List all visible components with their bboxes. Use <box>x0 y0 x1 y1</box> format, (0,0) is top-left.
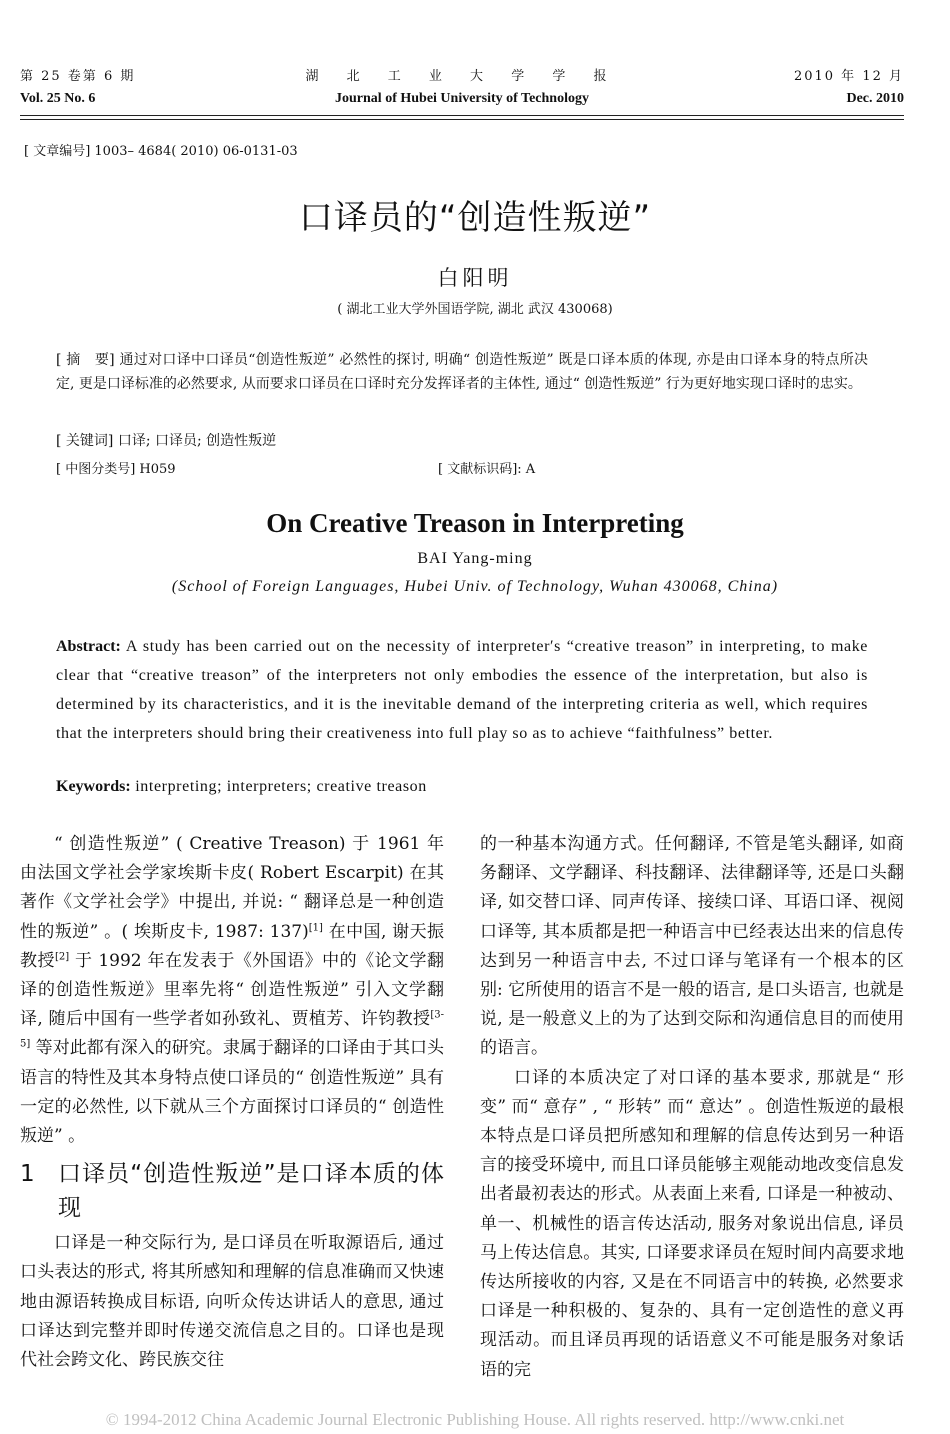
doc-code-label: [ 文献标识码]: <box>438 462 522 477</box>
article-number: [ 文章编号] 1003– 4684( 2010) 06-0131-03 <box>24 144 298 159</box>
keywords-cn-text: 口译; 口译员; 创造性叛逆 <box>117 433 277 449</box>
keywords-cn <box>56 430 276 450</box>
abstract-en-text: A study has been carried out on the necessity of interpreter′s “creative treason” in interpreting, to make clear that “creative treason” of the interpreters not only embodies the essence of the interpretation, but also is determined by its characteristics, and it is the inevitable demand of the interpreting criteria as well, which requires that the interpreters should bring their creativeness into full play so as to achieve “faithfulness” better. <box>56 638 868 742</box>
author-en: BAI Yang-ming <box>417 550 533 567</box>
title-en: On Creative Treason in Interpreting <box>266 508 684 538</box>
intro-text-d: 等对此都有深入的研究。隶属于翻译的口译由于其口头语言的特性及其本身特点使口译员的“ 创造性叛逆” 具有一定的必然性, 以下就从三个方面探讨口译员的“ 创造性叛逆” 。 <box>20 1038 444 1147</box>
section-title: 口译员“创造性叛逆”是口译本质的体现 <box>58 1161 444 1222</box>
keywords-cn-label: [ 关键词] <box>56 433 114 449</box>
intro-text-b: 在中国, 谢天振教授 <box>20 921 444 971</box>
affiliation-en: (School of Foreign Languages, Hubei Univ. of Technology, Wuhan 430068, China) <box>171 578 779 595</box>
section-heading <box>20 1157 444 1225</box>
date-en: Dec. 2010 <box>846 91 904 106</box>
abstract-cn-label: [ 摘 要] <box>56 352 115 368</box>
classification-label: [ 中图分类号] <box>56 462 136 477</box>
keywords-en-text: interpreting; interpreters; creative treason <box>135 778 427 795</box>
intro-text-c: 于 1992 年在发表于《外国语》中的《论文学翻译的创造性叛逆》里率先将“ 创造性叛逆” 引入文学翻译, 随后中国有一些学者如孙致礼、贾植芳、许钧教授 <box>20 950 445 1030</box>
issue-cn: 第 25 卷第 6 期 <box>20 69 136 84</box>
journal-info <box>270 66 654 110</box>
issue-info <box>20 66 135 110</box>
abstract-en-label: Abstract: <box>56 638 121 655</box>
abstract-cn <box>56 348 868 396</box>
header-rule-bottom <box>20 119 904 120</box>
section-paragraph: 口译是一种交际行为, 是口译员在听取源语后, 通过口头表达的形式, 将其所感知和理解的信息准确而又快速地由源语转换成目标语, 向听众传达讲话人的意思, 通过口译达到完整并即时传递交流信息之目的。口译也是现代社会跨文化、跨民族交往 <box>20 1233 444 1371</box>
intro-paragraph <box>20 830 444 1151</box>
abstract-cn-text: 通过对口译中口译员“创造性叛逆” 必然性的探讨, 明确“ 创造性叛逆” 既是口译本质的体现, 亦是由口译本身的特点所决定, 更是口译标准的必然要求, 从而要求口译员在口译时充分发挥译者的主体性, 通过“ 创造性叛逆” 行为更好地实现口译时的忠实。 <box>56 352 869 392</box>
continued-paragraph: 的一种基本沟通方式。任何翻译, 不管是笔头翻译, 如商务翻译、文学翻译、科技翻译、法律翻译等, 还是口头翻译, 如交替口译、同声传译、接续口译、耳语口译、视阅口译等, 其本质都是把一种语言中已经表达出来的信息传达到另一种语言中去, 不过口译与笔译有一个根本的区别: 它所使用的语言不是一般的语言, 是口头语言, 也就是说, 是一般意义上的为了达到交际和沟通信息目的而使用的语言。 <box>480 834 904 1059</box>
keywords-en <box>56 778 427 796</box>
header-rule-top <box>20 115 904 116</box>
body-column-right <box>480 830 904 1385</box>
issue-en: Vol. 25 No. 6 <box>20 91 96 106</box>
doc-code-value: A <box>525 462 536 477</box>
abstract-en <box>56 632 868 748</box>
classification-value: H059 <box>139 462 176 477</box>
citation-ref: [3-5] <box>20 1009 444 1050</box>
affiliation-cn: ( 湖北工业大学外国语学院, 湖北 武汉 430068) <box>337 302 613 317</box>
intro-text-a: “ 创造性叛逆” ( Creative Treason) 于 1961 年由法国文学社会学家埃斯卡皮( Robert Escarpit) 在其著作《文学社会学》中提出, 并说: “ 翻译总是一种创造性的叛逆” 。( 埃斯皮卡, 1987: 137) <box>20 834 444 942</box>
keywords-en-label: Keywords: <box>56 778 131 795</box>
title-cn: 口译员的“创造性叛逆” <box>298 198 652 238</box>
journal-cn: 湖 北 工 业 大 学 学 报 <box>305 69 619 84</box>
date-info <box>794 66 904 110</box>
citation-ref: [1] <box>308 921 323 933</box>
author-cn: 白阳明 <box>437 266 513 290</box>
body-paragraph: 口译的本质决定了对口译的基本要求, 那就是“ 形变” 而“ 意存” , “ 形转” 而“ 意达” 。创造性叛逆的最根本特点是口译员把所感知和理解的信息传达到另一种语言的接受环境中, 而且口译员能够主观能动地改变信息发出者最初表达的形式。从表面上来看, 口译是一种被动、单一、机械性的语言传达活动, 服务对象说出信息, 译员马上传达信息。其实, 口译要求译员在短时间内高要求地传达所接收的内容, 又是在不同语言中的转换, 必然要求口译是一种积极的、复杂的、具有一定创造性的意义再现活动。而且译员再现的话语意义不可能是服务对象话语的完 <box>480 1067 904 1380</box>
body-column-left <box>20 830 444 1375</box>
copyright-watermark: © 1994-2012 China Academic Journal Electronic Publishing House. All rights reserved. http://www.cnki.net <box>105 1410 845 1429</box>
classification-cn <box>56 458 176 477</box>
running-header <box>20 66 904 112</box>
date-cn: 2010 年 12 月 <box>793 69 904 84</box>
section-number: 1 <box>20 1161 35 1188</box>
doc-code-cn <box>438 458 535 477</box>
citation-ref: [2] <box>54 951 70 963</box>
journal-en: Journal of Hubei University of Technology <box>335 91 589 106</box>
